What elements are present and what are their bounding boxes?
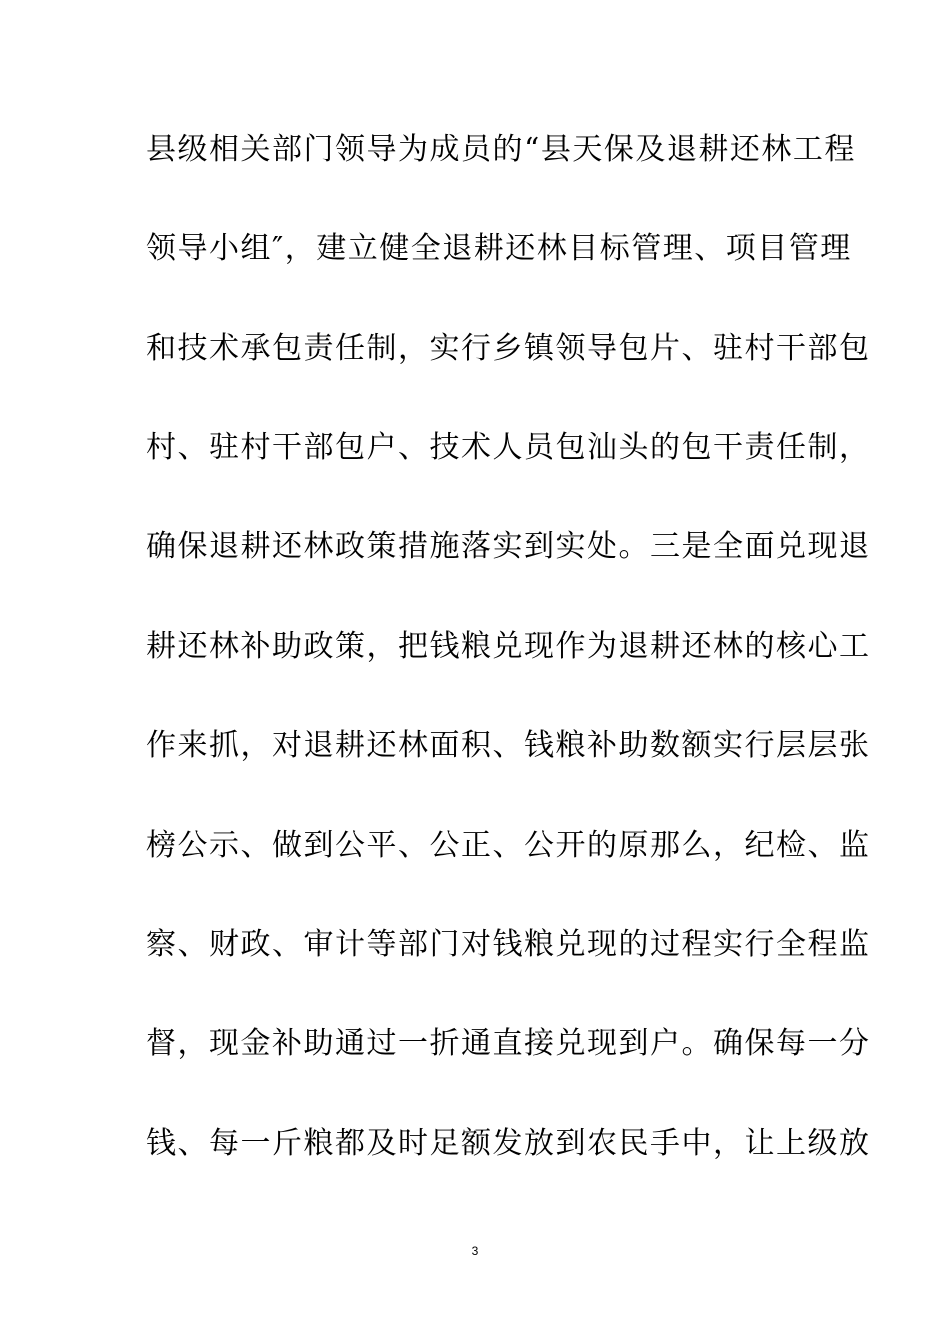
body-text-line: 县级相关部门领导为成员的“县天保及退耕还林工程 <box>146 132 856 167</box>
body-text-line: 确保退耕还林政策措施落实到实处。三是全面兑现退 <box>146 529 871 564</box>
body-text-line: 钱、每一斤粮都及时足额发放到农民手中，让上级放 <box>146 1126 871 1161</box>
body-text-line: 榜公示、做到公平、公正、公开的原那么，纪检、监 <box>146 828 871 863</box>
page-number: 3 <box>471 1244 479 1258</box>
body-text-line: 作来抓，对退耕还林面积、钱粮补助数额实行层层张 <box>146 728 871 763</box>
body-text-line: 察、财政、审计等部门对钱粮兑现的过程实行全程监 <box>146 927 871 962</box>
body-text-line: 督，现金补助通过一折通直接兑现到户。确保每一分 <box>146 1026 871 1061</box>
body-text-line: 和技术承包责任制，实行乡镇领导包片、驻村干部包 <box>146 331 871 366</box>
body-text-line: 村、驻村干部包户、技术人员包汕头的包干责任制， <box>146 430 871 465</box>
body-text-line: 耕还林补助政策，把钱粮兑现作为退耕还林的核心工 <box>146 629 871 664</box>
body-text-line: 领导小组″，建立健全退耕还林目标管理、项目管理 <box>146 231 852 266</box>
